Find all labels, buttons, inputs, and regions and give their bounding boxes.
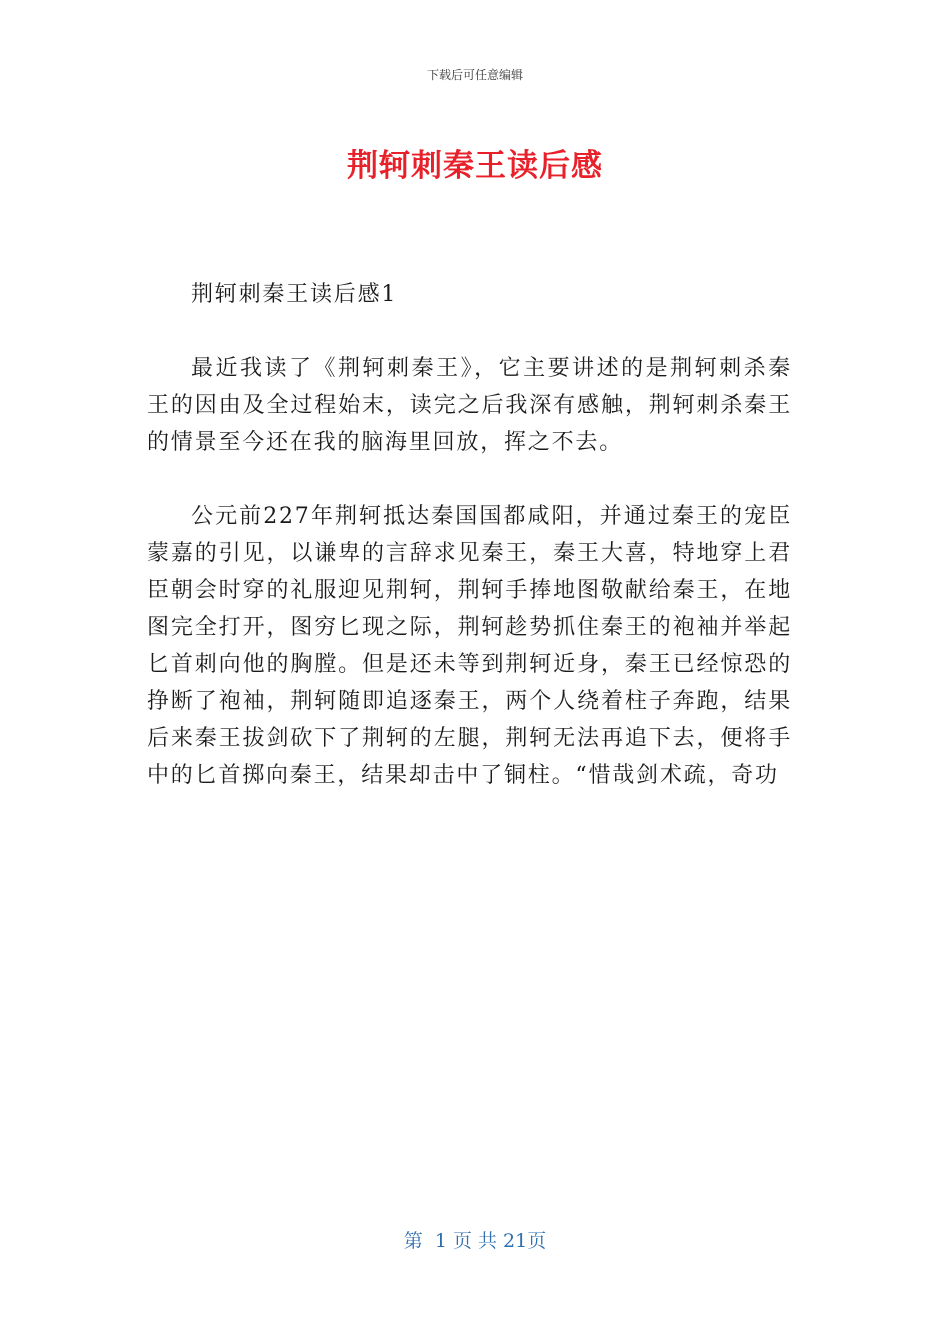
paragraph-subtitle: 荆轲刺秦王读后感1 <box>191 282 398 307</box>
paragraph-intro: 最近我读了《荆轲刺秦王》，它主要讲述的是荆轲刺杀秦王的因由及全过程始末，读完之后我深有感触，荆轲刺杀秦王的情景至今还在我的脑海里回放，挥之不去。 <box>147 356 792 455</box>
header-note: 下载后可任意编辑 <box>426 68 523 82</box>
paragraph-story: 公元前227年荆轲抵达秦国国都咸阳，并通过秦王的宠臣蒙嘉的引见，以谦卑的言辞求见秦王，秦王大喜，特地穿上君臣朝会时穿的礼服迎见荆轲，荆轲手捧地图敬献给秦王，在地图完全打开，图穷匕现之际，荆轲趁势抓住秦王的袍袖并举起匕首刺向他的胸膛。但是还未等到荆轲近身，秦王已经惊恐的挣断了袍袖，荆轲随即追逐秦王，两个人绕着柱子奔跑，结果后来秦王拔剑砍下了荆轲的左腿，荆轲无法再追下去，便将手中的匕首掷向秦王，结果却击中了铜柱。“惜哉剑术疏，奇功 <box>147 504 792 788</box>
document-title: 荆轲刺秦王读后感 <box>347 148 603 184</box>
document-body <box>147 276 792 831</box>
page-footer: 第 1 页 共 21页 <box>403 1230 547 1252</box>
